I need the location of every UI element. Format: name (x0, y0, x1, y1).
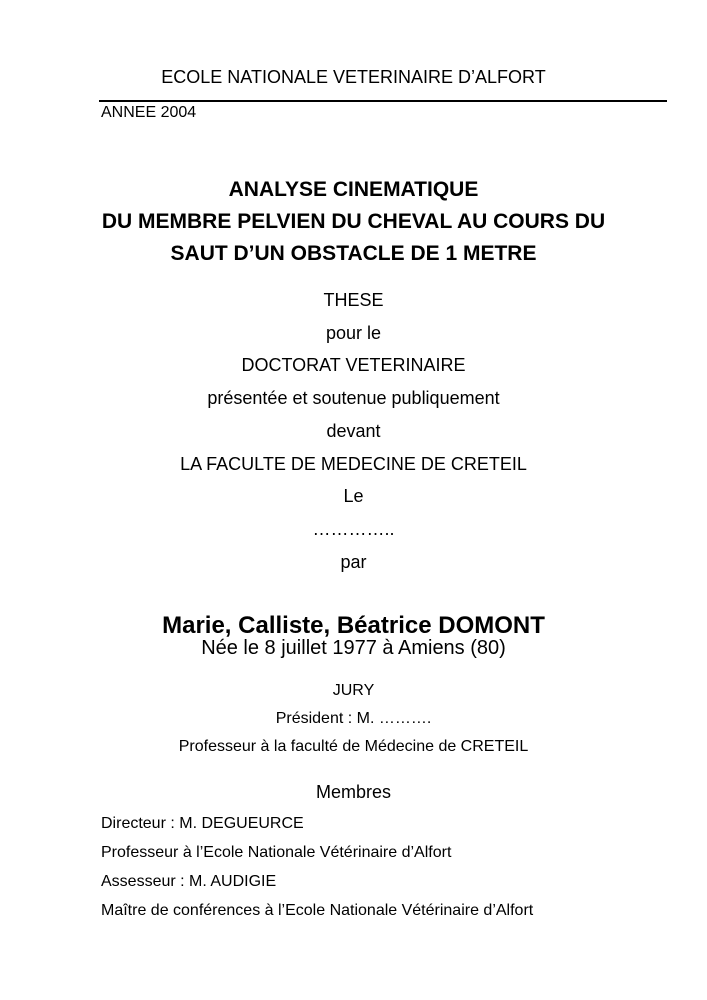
jury-president-title: Professeur à la faculté de Médecine de CRETEIL (178, 738, 529, 755)
members-heading: Membres (315, 782, 391, 802)
school-name: ECOLE NATIONALE VETERINAIRE D’ALFORT (161, 67, 546, 87)
thesis-line: pour le (325, 323, 382, 343)
thesis-line: THESE (323, 290, 384, 310)
thesis-line: DOCTORAT VETERINAIRE (241, 355, 466, 375)
jury-president: Président : M. ………. (275, 710, 432, 727)
thesis-line: présentée et soutenue publiquement (207, 388, 500, 408)
thesis-line: LA FACULTE DE MEDECINE DE CRETEIL (180, 454, 527, 474)
member-line: Directeur : M. DEGUEURCE (101, 815, 304, 832)
defense-date-placeholder: ………….. (312, 519, 395, 539)
header-rule (99, 100, 667, 102)
title-line: SAUT D’UN OBSTACLE DE 1 METRE (170, 242, 537, 265)
academic-year: ANNEE 2004 (101, 104, 197, 121)
member-line: Maître de conférences à l’Ecole Nationale Vétérinaire d’Alfort (101, 902, 534, 919)
title-line: DU MEMBRE PELVIEN DU CHEVAL AU COURS DU (101, 210, 606, 233)
thesis-line: par (340, 552, 367, 572)
member-line: Assesseur : M. AUDIGIE (101, 873, 277, 890)
member-line: Professeur à l’Ecole Nationale Vétérinaire d’Alfort (101, 844, 452, 861)
jury-heading: JURY (332, 682, 375, 699)
author-name: Marie, Calliste, Béatrice DOMONT (162, 612, 545, 639)
title-line: ANALYSE CINEMATIQUE (228, 178, 479, 201)
author-birth: Née le 8 juillet 1977 à Amiens (80) (201, 637, 506, 659)
thesis-line: Le (343, 486, 364, 506)
thesis-line: devant (326, 421, 381, 441)
